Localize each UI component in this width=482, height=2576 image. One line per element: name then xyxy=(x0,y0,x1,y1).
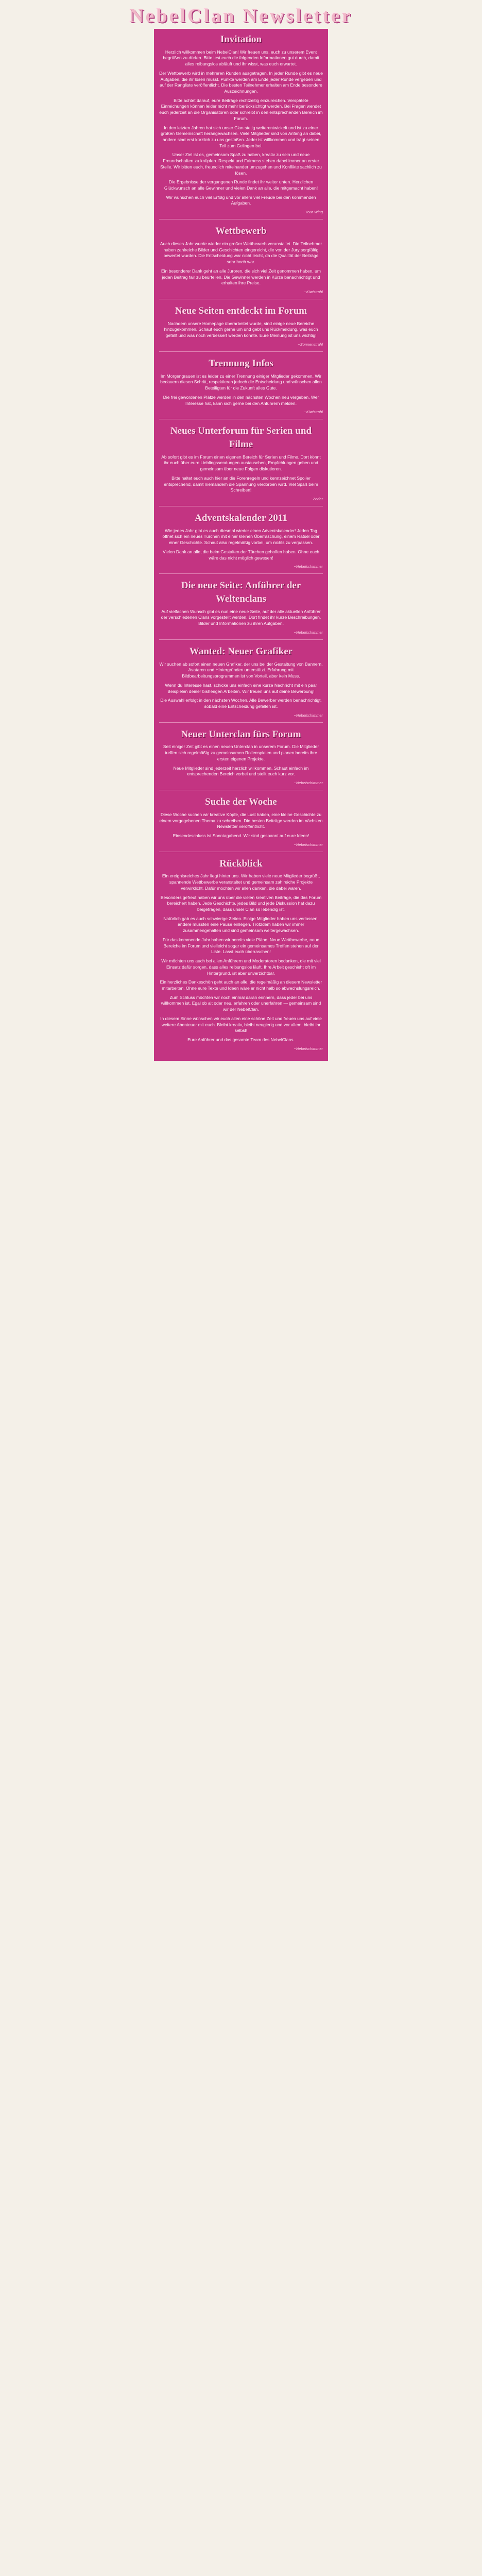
post-paragraph: In den letzten Jahren hat sich unser Clan stetig weiterentwickelt und ist zu einer großen Gemeinschaft herangewachsen. Viele Mitglieder sind von Anfang an dabei, andere sind erst kürzlich zu uns gestoßen. Jeder ist willkommen und trägt seinen Teil zum Gelingen bei. xyxy=(161,125,321,148)
newsletter-post xyxy=(159,357,323,415)
post-title: Invitation xyxy=(220,34,262,45)
post-paragraph: Der Wettbewerb wird in mehreren Runden ausgetragen. In jeder Runde gibt es neue Aufgaben, die ihr lösen müsst. Punkte werden am Ende jeder Runde vergeben und auf der Rangliste veröffentlicht. Die besten Teilnehmer erhalten am Ende besondere Auszeichnungen. xyxy=(159,70,323,94)
post-paragraph: In diesem Sinne wünschen wir euch allen eine schöne Zeit und freuen uns auf viele weitere Abenteuer mit euch. Bleibt kreativ, bleibt neugierig und vor allem: bleibt ihr selbst! xyxy=(160,1015,322,1033)
post-paragraph: Die Ergebnisse der vergangenen Runde findet ihr weiter unten. Herzlichen Glückwunsch an alle Gewinner und vielen Dank an alle, die mitgemacht haben! xyxy=(164,179,318,191)
post-paragraph: Für das kommende Jahr haben wir bereits viele Pläne. Neue Wettbewerbe, neue Bereiche im Forum und vielleicht sogar ein gemeinsames Treffen stehen auf der Liste. Lasst euch überraschen! xyxy=(162,937,320,955)
post-paragraph: Die Auswahl erfolgt in den nächsten Wochen. Alle Bewerber werden benachrichtigt, sobald eine Entscheidung gefallen ist. xyxy=(160,698,322,709)
post-title: Rückblick xyxy=(219,858,263,869)
post-paragraph: Bitte haltet euch auch hier an die Forenregeln und kennzeichnet Spoiler entsprechend, damit niemandem die Spannung verdorben wird. Viel Spaß beim Schreiben! xyxy=(164,475,318,493)
post-paragraph: Wir suchen ab sofort einen neuen Grafiker, der uns bei der Gestaltung von Bannern, Avataren und Hintergründen unterstützt. Erfahrung mit Bildbearbeitungsprogrammen ist von Vorteil, aber kein Muss. xyxy=(159,661,323,679)
post-title: Neue Seiten entdeckt im Forum xyxy=(175,306,307,317)
post-paragraph: Diese Woche suchen wir kreative Köpfe, die Lust haben, eine kleine Geschichte zu einem vorgegebenen Thema zu schreiben. Die besten Beiträge werden im nächsten Newsletter veröffentlicht. xyxy=(159,811,323,829)
newsletter-post xyxy=(159,857,323,1052)
post-signature: ~Nebelschimmer xyxy=(294,713,323,718)
post-signature: ~Zeder xyxy=(311,496,323,501)
post-divider xyxy=(159,639,323,640)
newsletter-post xyxy=(159,645,323,718)
post-title: Suche der Woche xyxy=(205,796,277,808)
newsletter-post xyxy=(159,33,323,215)
post-paragraph: Nachdem unsere Homepage überarbeitet wurde, sind einige neue Bereiche hinzugekommen. Schaut euch gerne um und gebt uns Rückmeldung, was euch gefällt und was noch verbessert werden könnte. Eure Meinung ist uns wichtig! xyxy=(164,320,318,338)
newsletter-post xyxy=(159,728,323,786)
post-paragraph: Bitte achtet darauf, eure Beiträge rechtzeitig einzureichen. Verspätete Einreichungen können leider nicht mehr berücksichtigt werden. Bei Fragen wendet euch jederzeit an die Organisatoren oder schreibt in den entsprechenden Bereich im Forum. xyxy=(159,97,323,121)
newsletter-post xyxy=(159,425,323,502)
post-signature: ~Kiwistrahl xyxy=(304,289,323,294)
post-paragraph: Eure Anführer und das gesamte Team des NebelClans. xyxy=(187,1037,295,1042)
site-logo xyxy=(0,0,482,29)
newsletter-post xyxy=(159,512,323,569)
post-paragraph: Natürlich gab es auch schwierige Zeiten. Einige Mitglieder haben uns verlassen, andere mussten eine Pause einlegen. Trotzdem haben wir immer zusammengehalten und sind gemeinsam weitergewachsen. xyxy=(163,916,319,934)
post-signature: ~Your Wing xyxy=(303,210,323,215)
post-paragraph: Die frei gewordenen Plätze werden in den nächsten Wochen neu vergeben. Wer Interesse hat, kann sich gerne bei den Anführern melden. xyxy=(163,394,319,406)
post-paragraph: Wie jedes Jahr gibt es auch diesmal wieder einen Adventskalender! Jeden Tag öffnet sich ein neues Türchen mit einer kleinen Überraschung, einem Rätsel oder einer Geschichte. Schaut also regelmäßig vorbei, um nichts zu verpassen. xyxy=(162,528,320,546)
post-paragraph: Besonders gefreut haben wir uns über die vielen kreativen Beiträge, die das Forum bereichert haben. Jede Geschichte, jedes Bild und jede Diskussion hat dazu beigetragen, dass unser Clan so lebendig ist. xyxy=(160,894,322,912)
newsletter-feed xyxy=(154,29,328,1061)
post-paragraph: Ein ereignisreiches Jahr liegt hinter uns. Wir haben viele neue Mitglieder begrüßt, spannende Wettbewerbe veranstaltet und gemeinsam zahlreiche Projekte verwirklicht. Dafür möchten wir allen danken, die dabei waren. xyxy=(162,873,320,891)
post-signature: ~Sonnenstrahl xyxy=(298,342,323,347)
post-signature: ~Kiwistrahl xyxy=(304,410,323,415)
post-title: Wanted: Neuer Grafiker xyxy=(189,646,293,657)
post-paragraph: Auch dieses Jahr wurde wieder ein großer Wettbewerb veranstaltet. Die Teilnehmer haben zahlreiche Bilder und Geschichten eingereicht, die von der Jury sorgfältig bewertet wurden. Die Entscheidung war nicht leicht, da die Qualität der Beiträge sehr hoch war. xyxy=(160,241,322,265)
post-signature: ~Nebelschimmer xyxy=(294,1046,323,1051)
newsletter-post xyxy=(159,579,323,635)
newsletter-post xyxy=(159,304,323,347)
post-divider xyxy=(159,351,323,352)
post-paragraph: Wir möchten uns auch bei allen Anführern und Moderatoren bedanken, die mit viel Einsatz dafür sorgen, dass alles reibungslos läuft. Ihre Arbeit geschieht oft im Hintergrund, ist aber unverzichtbar. xyxy=(161,958,321,976)
post-paragraph: Neue Mitglieder sind jederzeit herzlich willkommen. Schaut einfach im entsprechenden Bereich vorbei und stellt euch kurz vor. xyxy=(173,765,309,777)
post-paragraph: Wenn du Interesse hast, schicke uns einfach eine kurze Nachricht mit ein paar Beispielen deiner bisherigen Arbeiten. Wir freuen uns auf deine Bewerbung! xyxy=(165,682,317,694)
post-paragraph: Vielen Dank an alle, die beim Gestalten der Türchen geholfen haben. Ohne euch wäre das nicht möglich gewesen! xyxy=(162,549,319,561)
post-paragraph: Im Morgengrauen ist es leider zu einer Trennung einiger Mitglieder gekommen. Wir bedauern diesen Schritt, respektieren jedoch die Entscheidung und wünschen allen Beteiligten für die Zukunft alles Gute. xyxy=(160,373,322,391)
post-signature: ~Nebelschimmer xyxy=(294,564,323,569)
post-title: Die neue Seite: Anführer der Weltenclans xyxy=(181,580,301,605)
post-signature: ~Nebelschimmer xyxy=(294,630,323,635)
post-signature: ~Nebelschimmer xyxy=(294,842,323,847)
post-title: Wettbewerb xyxy=(215,226,267,237)
post-paragraph: Seit einiger Zeit gibt es einen neuen Unterclan in unserem Forum. Die Mitglieder treffen sich regelmäßig zu gemeinsamen Rollenspielen und planen bereits ihre ersten eigenen Projekte. xyxy=(163,744,319,761)
post-paragraph: Unser Ziel ist es, gemeinsam Spaß zu haben, kreativ zu sein und neue Freundschaften zu knüpfen. Respekt und Fairness stehen dabei immer an erster Stelle. Wir bitten euch, freundlich miteinander umzugehen und Konflikte sachlich zu lösen. xyxy=(160,152,322,176)
post-paragraph: Herzlich willkommen beim NebelClan! Wir freuen uns, euch zu unserem Event begrüßen zu dürfen. Bitte lest euch die folgenden Informationen gut durch, damit alles reibungslos abläuft und ihr wisst, was euch erwartet. xyxy=(163,49,319,67)
post-paragraph: Auf vielfachen Wunsch gibt es nun eine neue Seite, auf der alle aktuellen Anführer der verschiedenen Clans vorgestellt werden. Dort findet ihr kurze Beschreibungen, Bilder und Informationen zu ihren Aufgaben. xyxy=(161,608,321,626)
post-signature: ~Nebelschimmer xyxy=(294,781,323,786)
post-paragraph: Einsendeschluss ist Sonntagabend. Wir sind gespannt auf eure Ideen! xyxy=(173,833,309,838)
newsletter-post xyxy=(159,795,323,848)
site-title: NebelClan Newsletter xyxy=(129,5,353,27)
post-divider xyxy=(159,573,323,574)
post-title: Trennung Infos xyxy=(209,358,273,369)
post-divider xyxy=(159,722,323,723)
newsletter-post xyxy=(159,225,323,295)
post-title: Neuer Unterclan fürs Forum xyxy=(181,728,301,740)
post-paragraph: Ein herzliches Dankeschön geht auch an alle, die regelmäßig an diesem Newsletter mitarbeiten. Ohne eure Texte und Ideen wäre er nicht halb so abwechslungsreich. xyxy=(160,979,322,991)
post-title: Neues Unterforum für Serien und Filme xyxy=(170,426,312,450)
post-paragraph: Zum Schluss möchten wir noch einmal daran erinnern, dass jeder bei uns willkommen ist. Egal ob alt oder neu, erfahren oder unerfahren — gemeinsam sind wir der NebelClan. xyxy=(161,994,321,1012)
post-paragraph: Ab sofort gibt es im Forum einen eigenen Bereich für Serien und Filme. Dort könnt ihr euch über eure Lieblingssendungen austauschen, Empfehlungen geben und gemeinsam über neue Folgen diskutieren. xyxy=(161,454,321,472)
post-paragraph: Ein besonderer Dank geht an alle Juroren, die sich viel Zeit genommen haben, um jeden Beitrag fair zu beurteilen. Die Gewinner werden in Kürze benachrichtigt und erhalten ihre Preise. xyxy=(161,268,321,286)
post-paragraph: Wir wünschen euch viel Erfolg und vor allem viel Freude bei den kommenden Aufgaben. xyxy=(166,194,316,206)
post-title: Adventskalender 2011 xyxy=(195,513,287,524)
